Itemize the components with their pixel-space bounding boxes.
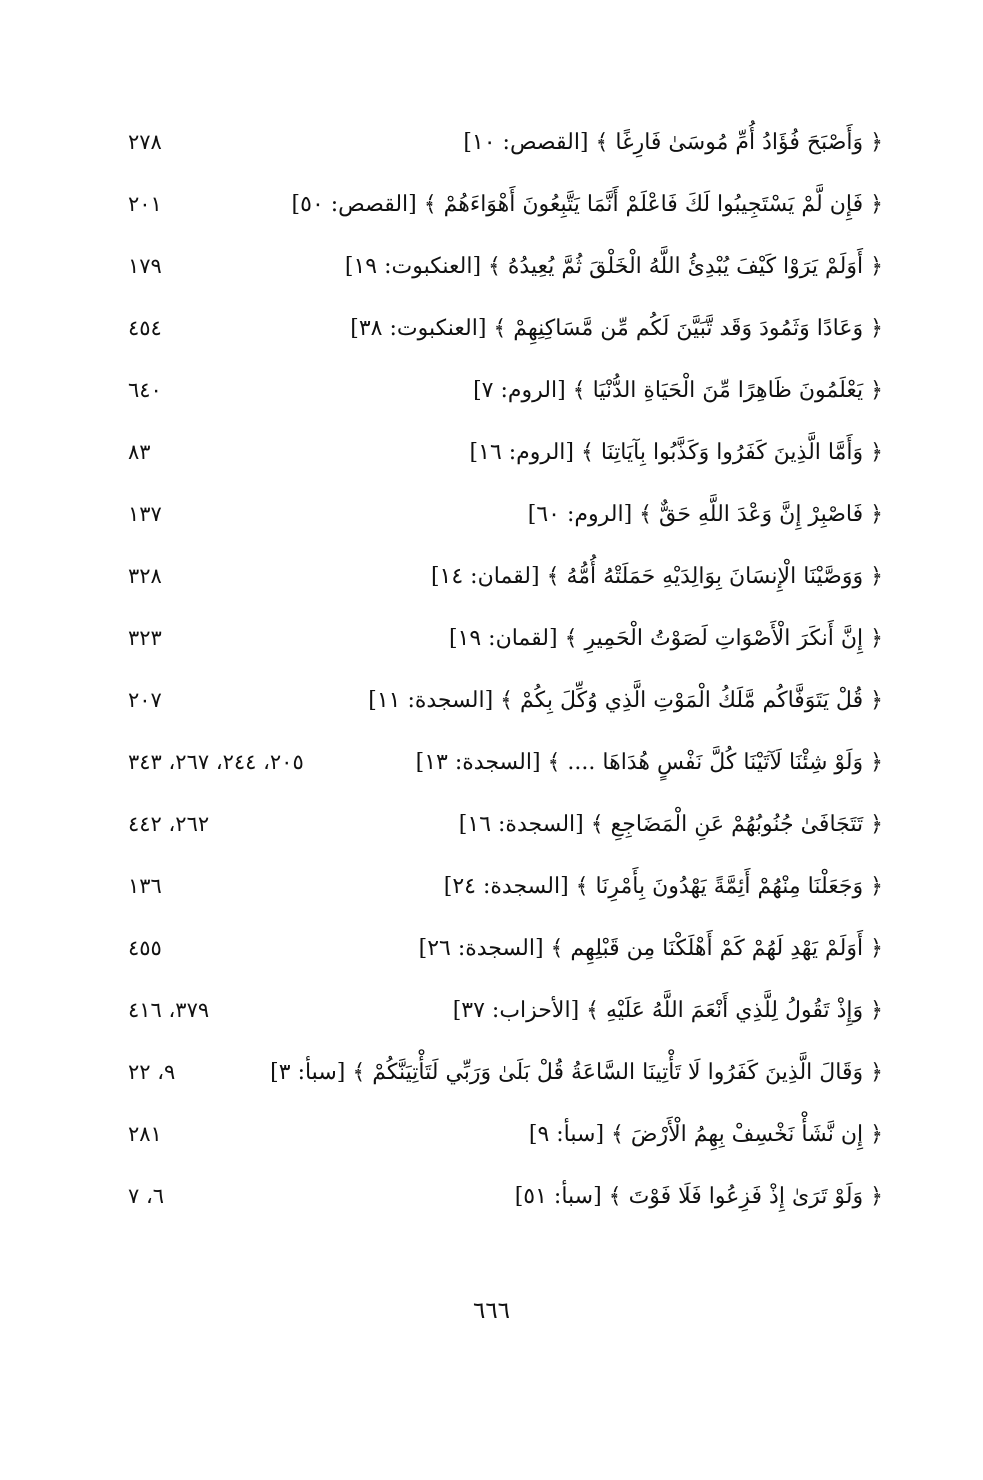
page-refs: ١٣٦: [128, 874, 162, 898]
page-number: ٦٦٦: [472, 1298, 511, 1324]
index-row: [128, 184, 883, 246]
index-row: [128, 246, 883, 308]
page-refs: ٩، ٢٢: [128, 1060, 176, 1084]
index-row: [128, 494, 883, 556]
index-list: [128, 122, 883, 1238]
index-row: [128, 1114, 883, 1176]
page-refs: ٨٣: [128, 440, 151, 464]
verse-text: ﴿ أَوَلَمْ يَرَوْا كَيْفَ يُبْدِئُ اللَّهُ الْخَلْقَ ثُمَّ يُعِيدُهُ ﴾ [العنكبوت: ١٩]: [344, 254, 883, 279]
verse-text: ﴿ فَاصْبِرْ إِنَّ وَعْدَ اللَّهِ حَقٌّ ﴾ [الروم: ٦٠]: [527, 502, 883, 527]
verse-text: ﴿ أَوَلَمْ يَهْدِ لَهُمْ كَمْ أَهْلَكْنَا مِن قَبْلِهِم ﴾ [السجدة: ٢٦]: [418, 936, 883, 961]
index-row: [128, 1176, 883, 1238]
verse-text: ﴿ وَوَصَّيْنَا الْإِنسَانَ بِوَالِدَيْهِ حَمَلَتْهُ أُمُّهُ ﴾ [لقمان: ١٤]: [430, 564, 883, 589]
index-row: [128, 556, 883, 618]
verse-text: ﴿ فَإِن لَّمْ يَسْتَجِيبُوا لَكَ فَاعْلَمْ أَنَّمَا يَتَّبِعُونَ أَهْوَاءَهُمْ ﴾ [القصص: ٥٠]: [291, 192, 883, 217]
page-refs: ٤٥٥: [128, 936, 162, 960]
verse-text: ﴿ وَإِذْ تَقُولُ لِلَّذِي أَنْعَمَ اللَّهُ عَلَيْهِ ﴾ [الأحزاب: ٣٧]: [452, 998, 883, 1023]
page-refs: ٣٢٣: [128, 626, 162, 650]
index-row: [128, 680, 883, 742]
page-refs: ٢٨١: [128, 1122, 162, 1146]
verse-text: ﴿ وَقَالَ الَّذِينَ كَفَرُوا لَا تَأْتِينَا السَّاعَةُ قُلْ بَلَىٰ وَرَبِّي لَتَأْتِيَنَّكُمْ ﴾ [سبأ: ٣]: [270, 1060, 883, 1085]
page-refs: ٤٥٤: [128, 316, 162, 340]
verse-text: ﴿ وَلَوْ شِئْنَا لَآتَيْنَا كُلَّ نَفْسٍ هُدَاهَا .... ﴾ [السجدة: ١٣]: [415, 750, 883, 775]
index-row: [128, 1052, 883, 1114]
verse-text: ﴿ إِن نَّشَأْ نَخْسِفْ بِهِمُ الْأَرْضَ ﴾ [سبأ: ٩]: [528, 1122, 883, 1147]
index-row: [128, 866, 883, 928]
verse-text: ﴿ وَجَعَلْنَا مِنْهُمْ أَئِمَّةً يَهْدُونَ بِأَمْرِنَا ﴾ [السجدة: ٢٤]: [443, 874, 883, 899]
verse-text: ﴿ وَلَوْ تَرَىٰ إِذْ فَزِعُوا فَلَا فَوْتَ ﴾ [سبأ: ٥١]: [514, 1184, 883, 1209]
index-row: [128, 370, 883, 432]
index-row: [128, 928, 883, 990]
index-row: [128, 742, 883, 804]
page-refs: ٢٧٨: [128, 130, 162, 154]
page-refs: ٢٦٢، ٤٤٢: [128, 812, 210, 836]
index-row: [128, 122, 883, 184]
page-refs: ١٧٩: [128, 254, 162, 278]
index-row: [128, 804, 883, 866]
page-refs: ١٣٧: [128, 502, 162, 526]
verse-text: ﴿ قُلْ يَتَوَفَّاكُم مَّلَكُ الْمَوْتِ الَّذِي وُكِّلَ بِكُمْ ﴾ [السجدة: ١١]: [368, 688, 883, 713]
page-refs: ٣٢٨: [128, 564, 162, 588]
index-row: [128, 432, 883, 494]
page-refs: ٢٠١: [128, 192, 162, 216]
verse-text: ﴿ تَتَجَافَىٰ جُنُوبُهُمْ عَنِ الْمَضَاجِعِ ﴾ [السجدة: ١٦]: [458, 812, 883, 837]
page-refs: ٦٤٠: [128, 378, 162, 402]
page-refs: ٦، ٧: [128, 1184, 165, 1208]
page-refs: ٢٠٥، ٢٤٤، ٢٦٧، ٣٤٣: [128, 750, 304, 774]
page-refs: ٢٠٧: [128, 688, 162, 712]
index-row: [128, 990, 883, 1052]
page-refs: ٣٧٩، ٤١٦: [128, 998, 210, 1022]
verse-text: ﴿ وَعَادًا وَثَمُودَ وَقَد تَّبَيَّنَ لَكُم مِّن مَّسَاكِنِهِمْ ﴾ [العنكبوت: ٣٨]: [350, 316, 883, 341]
verse-text: ﴿ يَعْلَمُونَ ظَاهِرًا مِّنَ الْحَيَاةِ الدُّنْيَا ﴾ [الروم: ٧]: [473, 378, 883, 403]
index-row: [128, 308, 883, 370]
verse-text: ﴿ وَأَمَّا الَّذِينَ كَفَرُوا وَكَذَّبُوا بِآيَاتِنَا ﴾ [الروم: ١٦]: [469, 440, 883, 465]
verse-text: ﴿ وَأَصْبَحَ فُؤَادُ أُمِّ مُوسَىٰ فَارِغًا ﴾ [القصص: ١٠]: [463, 130, 883, 155]
index-row: [128, 618, 883, 680]
verse-text: ﴿ إِنَّ أَنكَرَ الْأَصْوَاتِ لَصَوْتُ الْحَمِيرِ ﴾ [لقمان: ١٩]: [448, 626, 883, 651]
